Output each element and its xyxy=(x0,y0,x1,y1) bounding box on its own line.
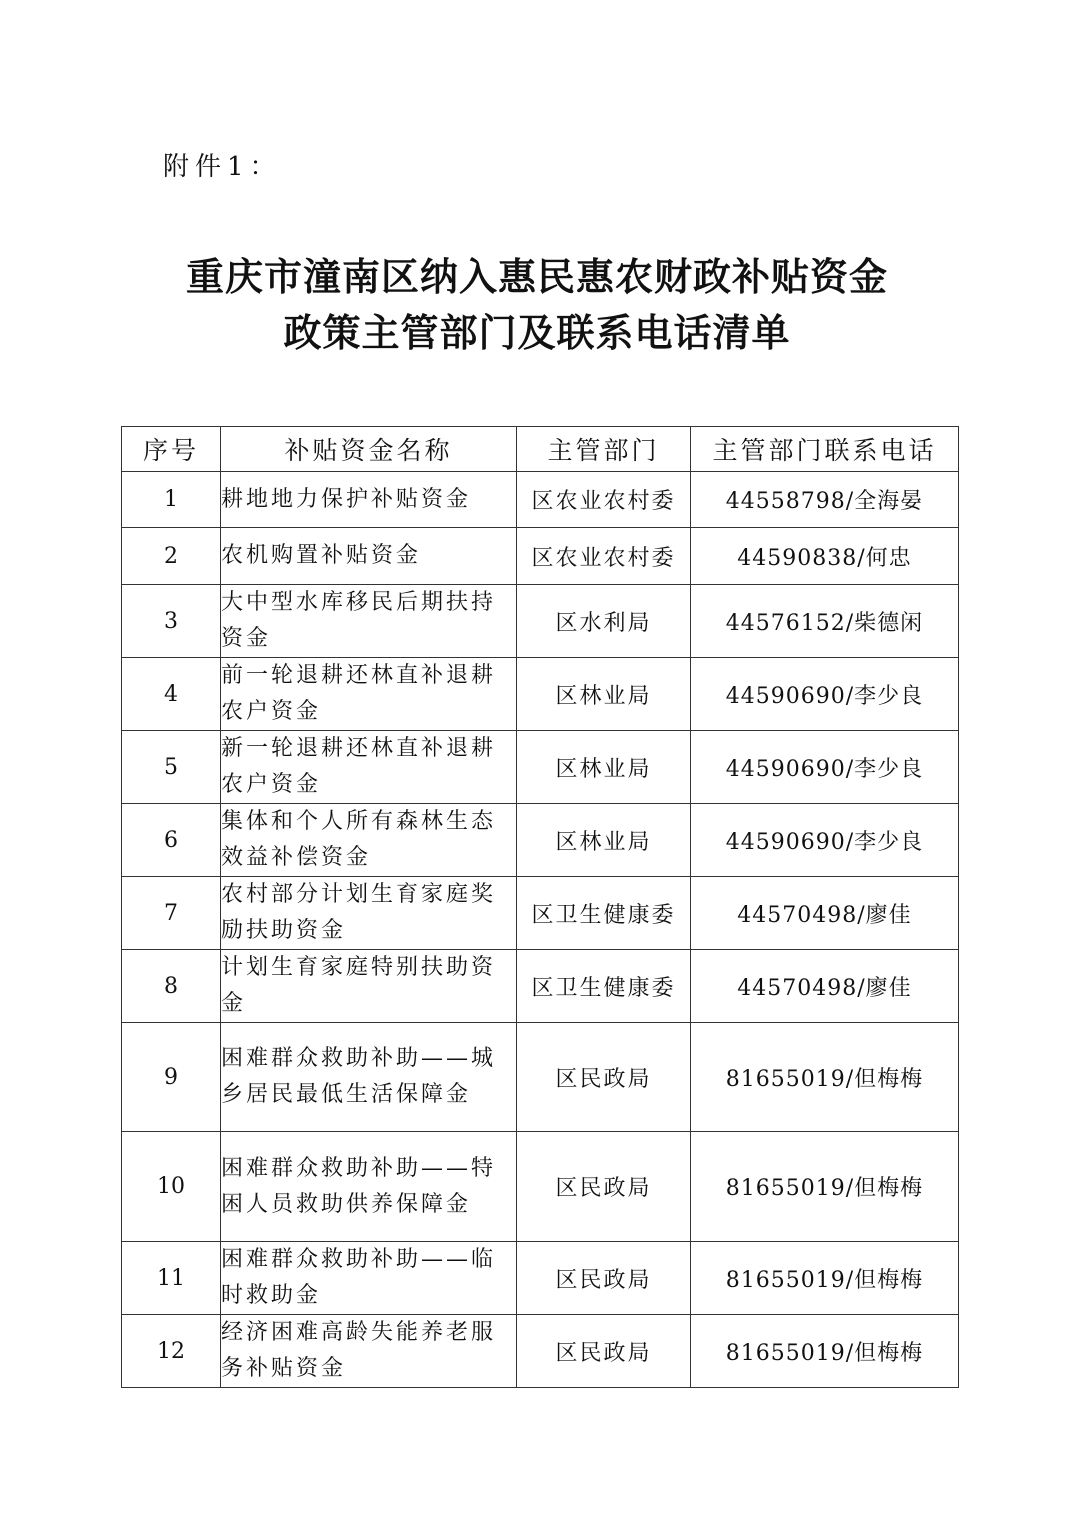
department-cell: 区林业局 xyxy=(517,804,691,877)
serial-number-cell: 2 xyxy=(122,528,221,585)
department-cell: 区农业农村委 xyxy=(517,472,691,528)
table-row xyxy=(122,585,959,658)
contact-phone-cell: 44590690/李少良 xyxy=(691,804,959,877)
contact-phone-cell: 81655019/但梅梅 xyxy=(691,1315,959,1388)
serial-number-cell: 11 xyxy=(122,1242,221,1315)
header-department: 主管部门 xyxy=(517,427,691,472)
table-row xyxy=(122,658,959,731)
subsidy-name-cell: 大中型水库移民后期扶持资金 xyxy=(221,585,517,658)
serial-number-cell: 12 xyxy=(122,1315,221,1388)
department-cell: 区水利局 xyxy=(517,585,691,658)
table-row xyxy=(122,877,959,950)
document-title-line1: 重庆市潼南区纳入惠民惠农财政补贴资金 xyxy=(185,255,888,299)
serial-number-cell: 6 xyxy=(122,804,221,877)
subsidy-name-cell: 新一轮退耕还林直补退耕农户资金 xyxy=(221,731,517,804)
department-cell: 区民政局 xyxy=(517,1023,691,1132)
table-row xyxy=(122,1242,959,1315)
serial-number-cell: 3 xyxy=(122,585,221,658)
subsidy-name-cell: 困难群众救助补助——城乡居民最低生活保障金 xyxy=(221,1023,517,1132)
document-title-line2: 政策主管部门及联系电话清单 xyxy=(283,311,791,355)
department-cell: 区民政局 xyxy=(517,1315,691,1388)
serial-number-cell: 9 xyxy=(122,1023,221,1132)
table-row xyxy=(122,472,959,528)
header-contact-phone: 主管部门联系电话 xyxy=(691,427,959,472)
contact-phone-cell: 44576152/柴德闲 xyxy=(691,585,959,658)
serial-number-cell: 10 xyxy=(122,1132,221,1242)
department-cell: 区林业局 xyxy=(517,658,691,731)
serial-number-cell: 7 xyxy=(122,877,221,950)
subsidy-name-cell: 农村部分计划生育家庭奖励扶助资金 xyxy=(221,877,517,950)
subsidy-name-cell: 经济困难高龄失能养老服务补贴资金 xyxy=(221,1315,517,1388)
serial-number-cell: 4 xyxy=(122,658,221,731)
contact-phone-cell: 44590838/何忠 xyxy=(691,528,959,585)
subsidy-name-cell: 农机购置补贴资金 xyxy=(221,528,517,585)
contact-phone-cell: 81655019/但梅梅 xyxy=(691,1242,959,1315)
subsidy-name-cell: 困难群众救助补助——临时救助金 xyxy=(221,1242,517,1315)
contact-phone-cell: 44590690/李少良 xyxy=(691,731,959,804)
subsidy-name-cell: 集体和个人所有森林生态效益补偿资金 xyxy=(221,804,517,877)
table-header-row xyxy=(122,427,959,472)
subsidy-policy-table xyxy=(121,426,959,1388)
table-row xyxy=(122,1315,959,1388)
contact-phone-cell: 81655019/但梅梅 xyxy=(691,1023,959,1132)
table-row xyxy=(122,1023,959,1132)
table-row xyxy=(122,731,959,804)
contact-phone-cell: 44570498/廖佳 xyxy=(691,950,959,1023)
subsidy-name-cell: 前一轮退耕还林直补退耕农户资金 xyxy=(221,658,517,731)
serial-number-cell: 5 xyxy=(122,731,221,804)
contact-phone-cell: 44570498/廖佳 xyxy=(691,877,959,950)
department-cell: 区卫生健康委 xyxy=(517,950,691,1023)
header-subsidy-name: 补贴资金名称 xyxy=(221,427,517,472)
serial-number-cell: 1 xyxy=(122,472,221,528)
department-cell: 区卫生健康委 xyxy=(517,877,691,950)
department-cell: 区民政局 xyxy=(517,1132,691,1242)
table-row xyxy=(122,950,959,1023)
subsidy-name-cell: 计划生育家庭特别扶助资金 xyxy=(221,950,517,1023)
serial-number-cell: 8 xyxy=(122,950,221,1023)
header-serial-number: 序号 xyxy=(122,427,221,472)
table-row xyxy=(122,804,959,877)
department-cell: 区林业局 xyxy=(517,731,691,804)
table-row xyxy=(122,1132,959,1242)
department-cell: 区农业农村委 xyxy=(517,528,691,585)
subsidy-name-cell: 困难群众救助补助——特困人员救助供养保障金 xyxy=(221,1132,517,1242)
contact-phone-cell: 81655019/但梅梅 xyxy=(691,1132,959,1242)
department-cell: 区民政局 xyxy=(517,1242,691,1315)
subsidy-name-cell: 耕地地力保护补贴资金 xyxy=(221,472,517,528)
table-row xyxy=(122,528,959,585)
attachment-label: 附件1： xyxy=(163,152,282,182)
contact-phone-cell: 44590690/李少良 xyxy=(691,658,959,731)
contact-phone-cell: 44558798/全海晏 xyxy=(691,472,959,528)
